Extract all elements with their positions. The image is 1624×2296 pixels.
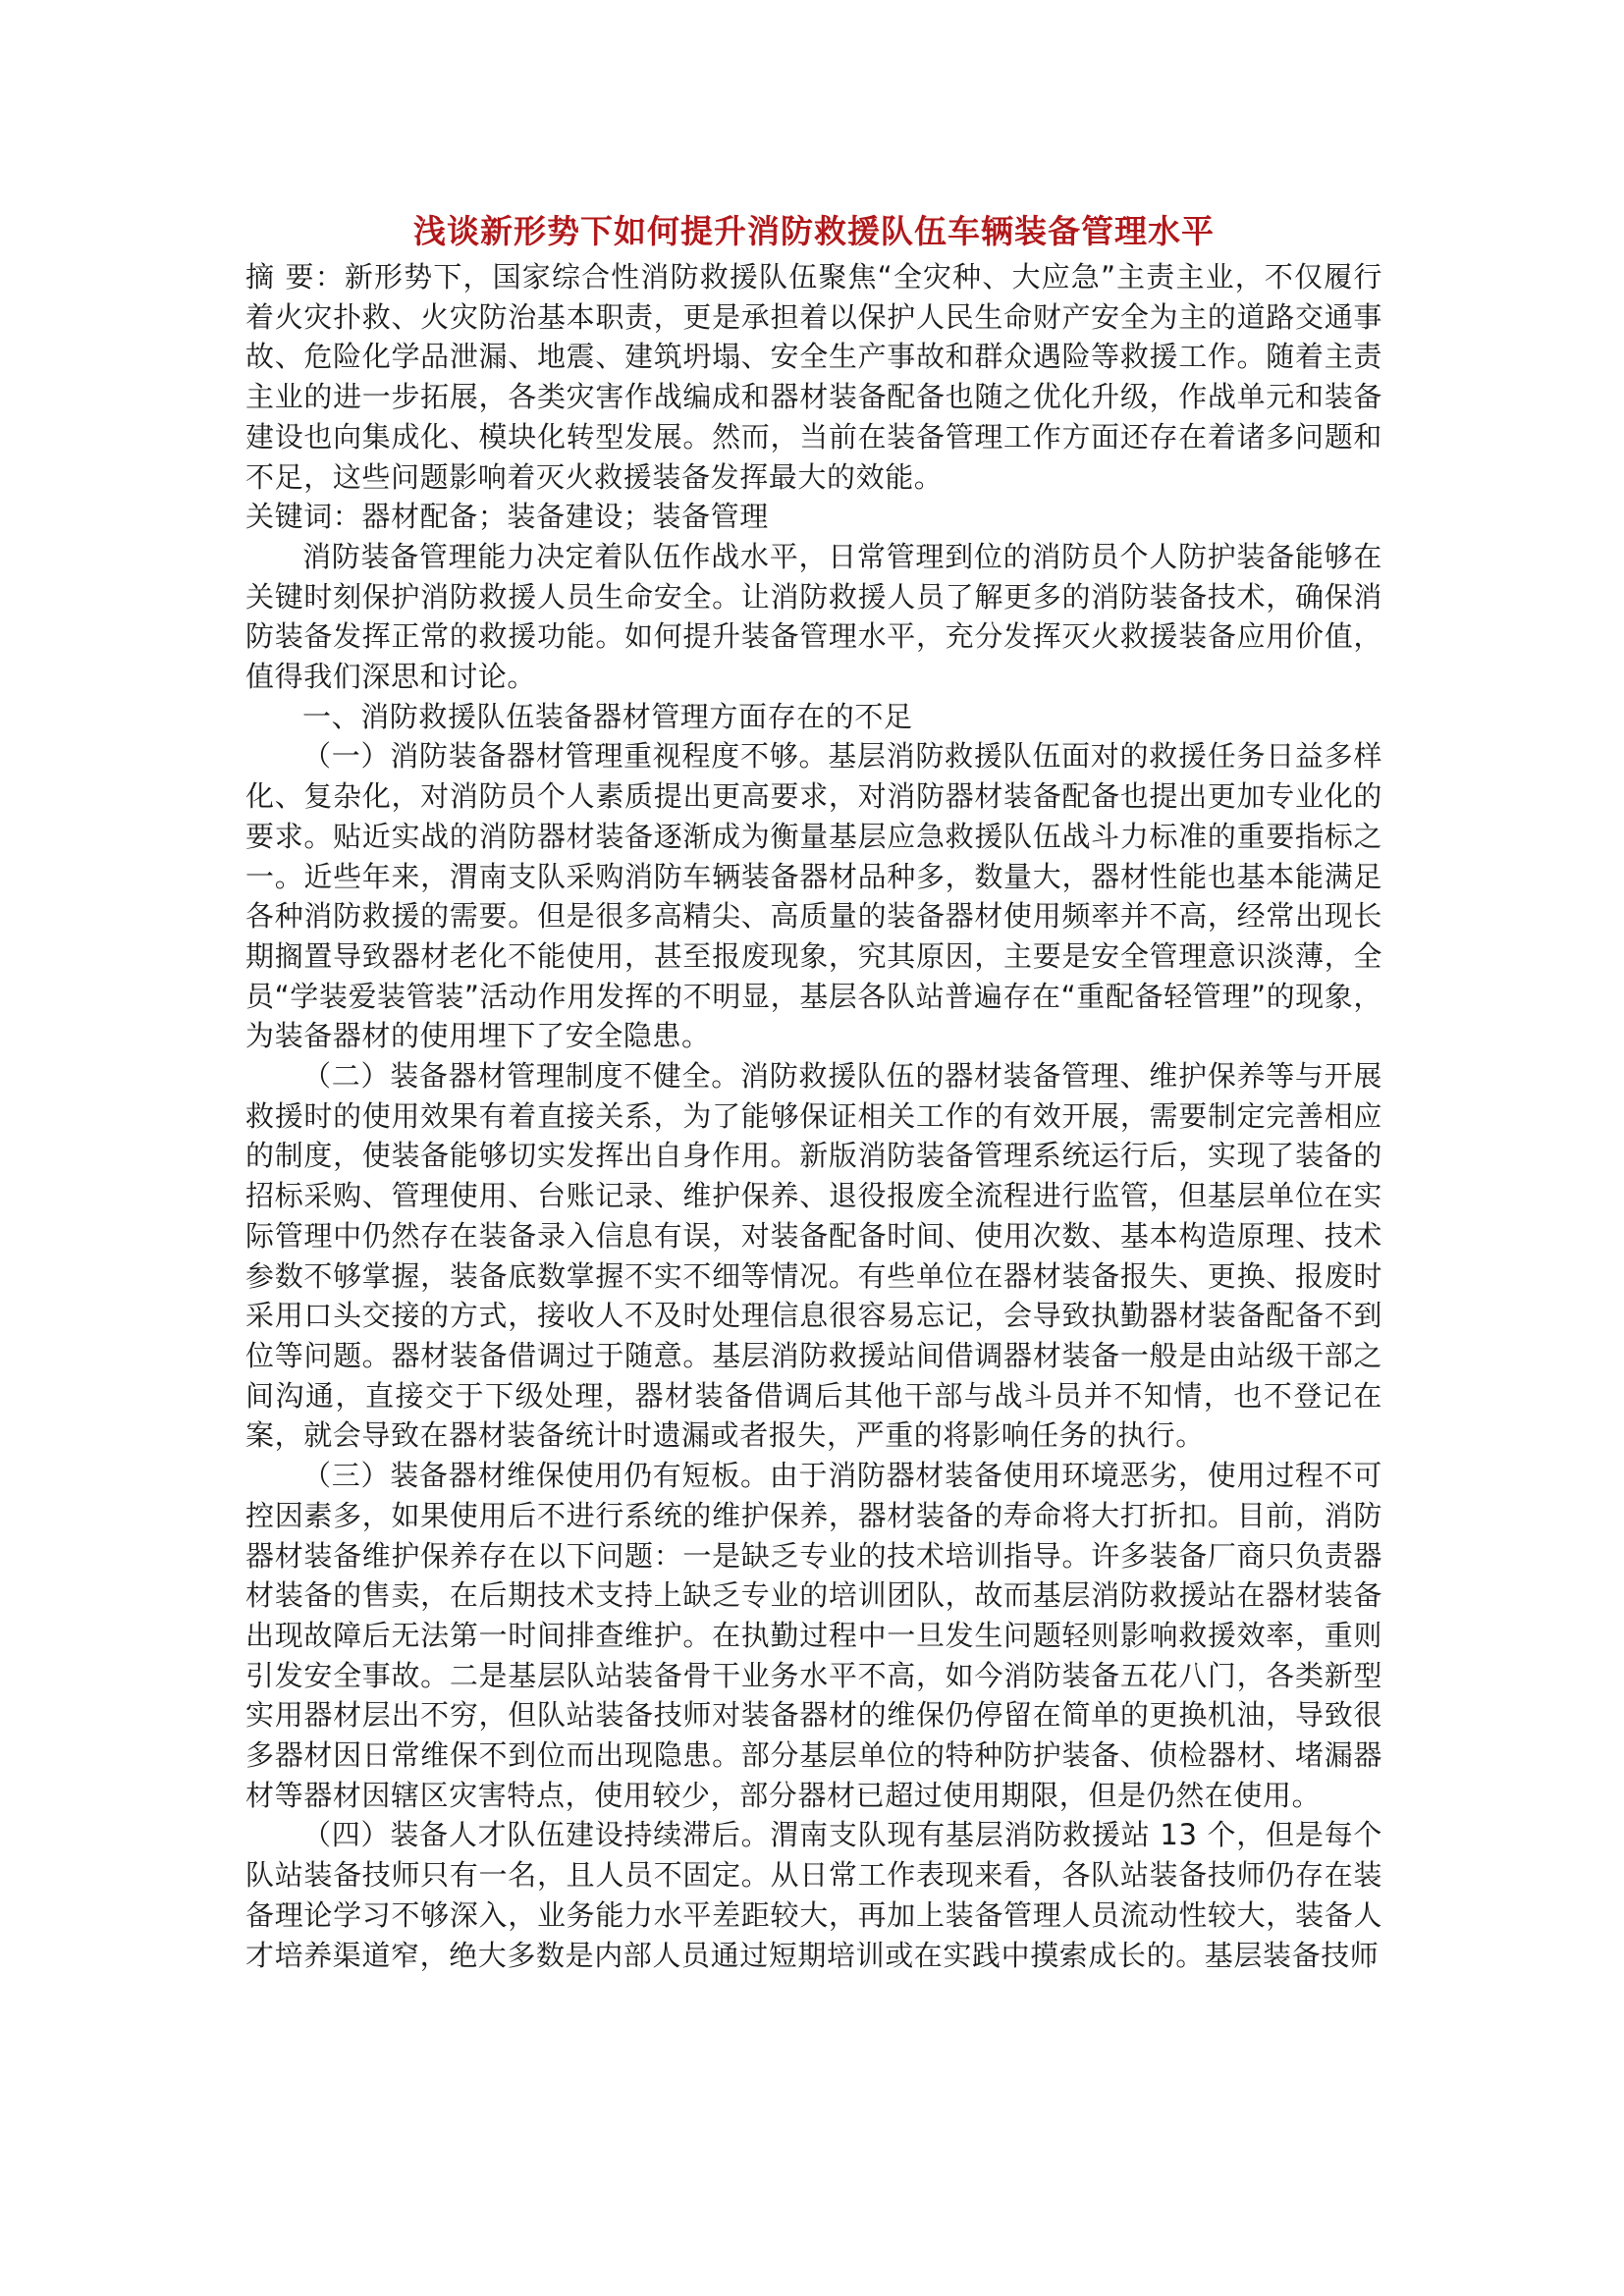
keywords-line: 关键词：器材配备；装备建设；装备管理 xyxy=(245,500,769,534)
abstract-paragraph: 摘 要：新形势下，国家综合性消防救援队伍聚焦“全灾种、大应急”主责主业，不仅履行着火灾扑救、火灾防治基本职责，更是承担着以保护人民生命财产安全为主的道路交通事故、危险化学品泄漏、地震、建筑坍塌、安全生产事故和群众遇险等救援工作。随着主责主业的进一步拓展，各类灾害作战编成和器材装备配备也随之优化升级，作战单元和装备建设也向集成化、模块化转型发展。然而，当前在装备管理工作方面还存在着诸多问题和不足，这些问题影响着灭火救援装备发挥最大的效能。 xyxy=(245,260,1382,494)
body-paragraph-1: （一）消防装备器材管理重视程度不够。基层消防救援队伍面对的救援任务日益多样化、复杂化，对消防员个人素质提出更高要求，对消防器材装备配备也提出更加专业化的要求。贴近实战的消防器材装备逐渐成为衡量基层应急救援队伍战斗力标准的重要指标之一。近些年来，渭南支队采购消防车辆装备器材品种多，数量大，器材性能也基本能满足各种消防救援的需要。但是很多高精尖、高质量的装备器材使用频率并不高，经常出现长期搁置导致器材老化不能使用，甚至报废现象，究其原因，主要是安全管理意识淡薄，全员“学装爱装管装”活动作用发挥的不明显，基层各队站普遍存在“重配备轻管理”的现象，为装备器材的使用埋下了安全隐患。 xyxy=(245,739,1382,1053)
body-paragraph-3: （三）装备器材维保使用仍有短板。由于消防器材装备使用环境恶劣，使用过程不可控因素多，如果使用后不进行系统的维护保养，器材装备的寿命将大打折扣。目前，消防器材装备维护保养存在以下问题：一是缺乏专业的技术培训指导。许多装备厂商只负责器材装备的售卖，在后期技术支持上缺乏专业的培训团队，故而基层消防救援站在器材装备出现故障后无法第一时间排查维护。在执勤过程中一旦发生问题轻则影响救援效率，重则引发安全事故。二是基层队站装备骨干业务水平不高，如今消防装备五花八门，各类新型实用器材层出不穷，但队站装备技师对装备器材的维保仍停留在简单的更换机油，导致很多器材因日常维保不到位而出现隐患。部分基层单位的特种防护装备、侦检器材、堵漏器材等器材因辖区灾害特点，使用较少，部分器材已超过使用期限，但是仍然在使用。 xyxy=(245,1459,1382,1812)
body-paragraph-2: （二）装备器材管理制度不健全。消防救援队伍的器材装备管理、维护保养等与开展救援时的使用效果有着直接关系，为了能够保证相关工作的有效开展，需要制定完善相应的制度，使装备能够切实发挥出自身作用。新版消防装备管理系统运行后，实现了装备的招标采购、管理使用、台账记录、维护保养、退役报废全流程进行监管，但基层单位在实际管理中仍然存在装备录入信息有误，对装备配备时间、使用次数、基本构造原理、技术参数不够掌握，装备底数掌握不实不细等情况。有些单位在器材装备报失、更换、报废时采用口头交接的方式，接收人不及时处理信息很容易忘记，会导致执勤器材装备配备不到位等问题。器材装备借调过于随意。基层消防救援站间借调器材装备一般是由站级干部之间沟通，直接交于下级处理，器材装备借调后其他干部与战斗员并不知情，也不登记在案，就会导致在器材装备统计时遗漏或者报失，严重的将影响任务的执行。 xyxy=(245,1059,1382,1453)
body-paragraph-4: （四）装备人才队伍建设持续滞后。渭南支队现有基层消防救援站 13 个，但是每个队站装备技师只有一名，且人员不固定。从日常工作表现来看，各队站装备技师仍存在装备理论学习不够深入，业务能力水平差距较大，再加上装备管理人员流动性较大，装备人才培养渠道窄，绝大多数是内部人员通过短期培训或在实践中摸索成长的。基层装备技师 xyxy=(245,1818,1382,1972)
intro-paragraph: 消防装备管理能力决定着队伍作战水平，日常管理到位的消防员个人防护装备能够在关键时刻保护消防救援人员生命安全。让消防救援人员了解更多的消防装备技术，确保消防装备发挥正常的救援功能。如何提升装备管理水平，充分发挥灭火救援装备应用价值，值得我们深思和讨论。 xyxy=(245,539,1382,694)
document-title: 浅谈新形势下如何提升消防救援队伍车辆装备管理水平 xyxy=(413,212,1215,250)
section-heading: 一、消防救援队伍装备器材管理方面存在的不足 xyxy=(302,699,913,733)
document-page xyxy=(245,208,1382,1975)
